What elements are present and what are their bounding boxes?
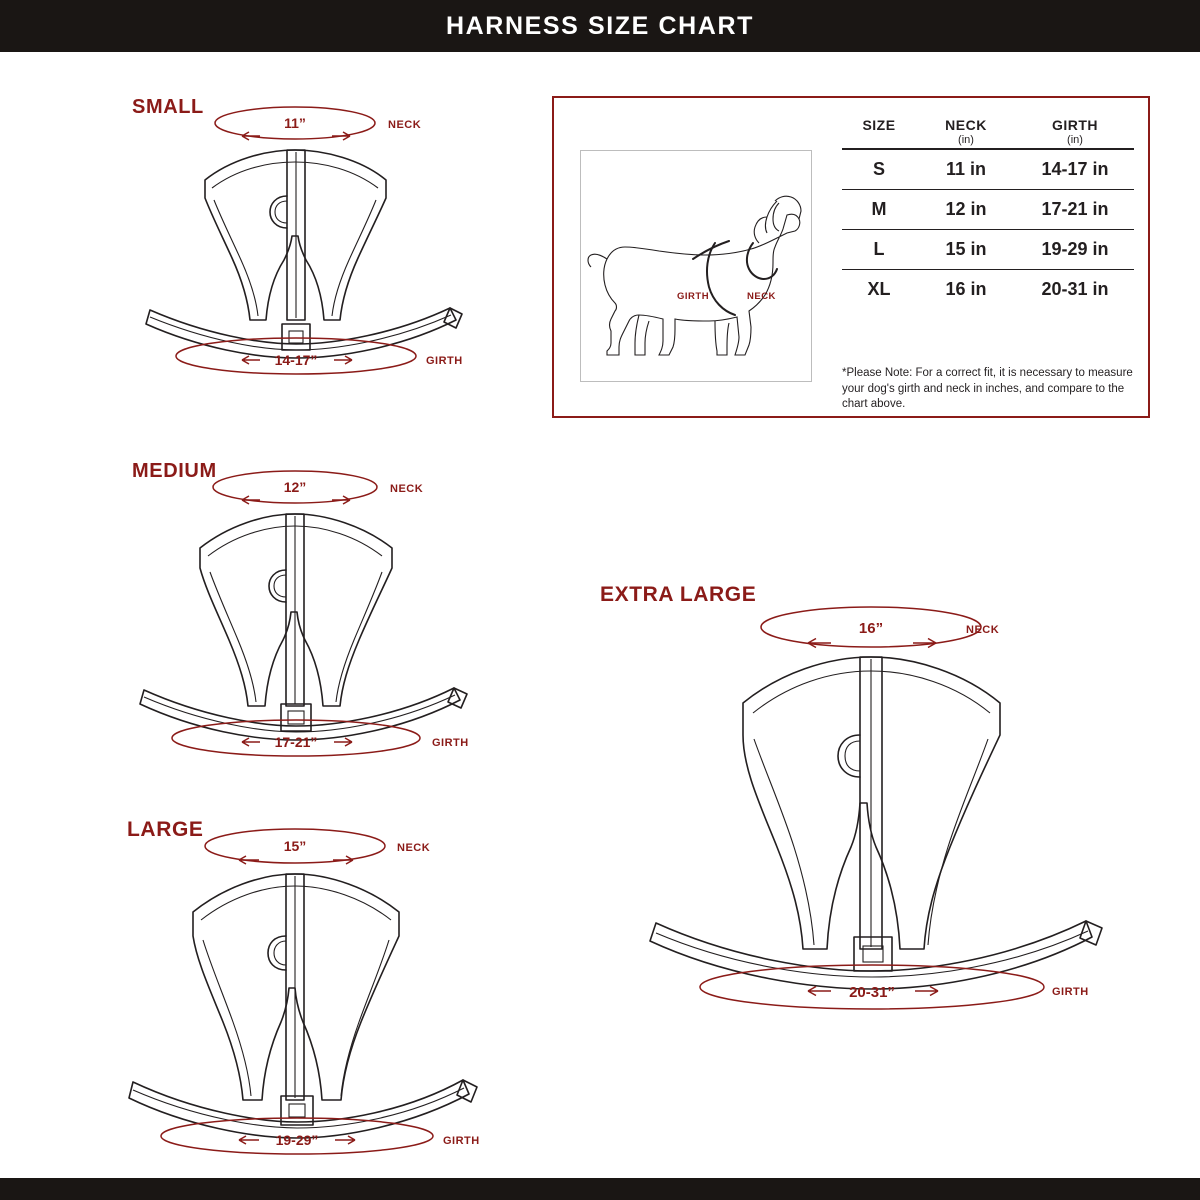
- size-label-xlarge: EXTRA LARGE: [600, 583, 757, 606]
- girth-label-medium: GIRTH: [432, 737, 469, 749]
- column-header-size-text: SIZE: [862, 117, 896, 133]
- page-title: HARNESS SIZE CHART: [446, 11, 754, 40]
- harness-diagram-large: [105, 810, 525, 1160]
- neck-measure-large: 15”: [283, 838, 307, 854]
- neck-measure-small: 11”: [284, 115, 306, 131]
- cell-girth: 20-31 in: [1016, 270, 1134, 310]
- harness-illustration-medium: [110, 452, 530, 762]
- column-header-neck-text: NECK: [945, 117, 987, 133]
- size-info-box: [552, 96, 1150, 418]
- cell-neck: 12 in: [916, 190, 1016, 230]
- size-label-large: LARGE: [127, 818, 204, 841]
- girth-label-large: GIRTH: [443, 1135, 480, 1147]
- dog-girth-label: GIRTH: [677, 291, 710, 302]
- harness-diagram-xlarge: [588, 575, 1098, 1001]
- footer-bar: [0, 1178, 1200, 1200]
- dog-illustration-frame: [580, 150, 812, 382]
- column-header-girth-text: GIRTH: [1051, 117, 1099, 133]
- neck-label-medium: NECK: [390, 483, 424, 495]
- harness-illustration-small: [110, 88, 530, 388]
- column-header-neck: [916, 116, 1016, 149]
- size-label-small: SMALL: [132, 96, 204, 118]
- size-label-medium: MEDIUM: [132, 460, 217, 482]
- cell-neck: 16 in: [916, 270, 1016, 310]
- dog-neck-label: NECK: [747, 291, 776, 302]
- neck-label-large: NECK: [397, 842, 431, 854]
- cell-size: L: [842, 230, 916, 270]
- neck-measure-medium: 12”: [283, 479, 307, 495]
- column-header-neck-unit: (in): [958, 134, 974, 146]
- fit-note: *Please Note: For a correct fit, it is necessary to measure your dog's girth and neck in inches, and compare to the chart above.: [842, 367, 1133, 411]
- size-table: [842, 116, 1134, 309]
- neck-label-xlarge: NECK: [966, 624, 1000, 636]
- cell-girth: 19-29 in: [1016, 230, 1134, 270]
- girth-label-small: GIRTH: [426, 355, 463, 367]
- column-header-size: [842, 116, 916, 149]
- header-bar: [0, 0, 1200, 52]
- cell-size: XL: [842, 270, 916, 310]
- harness-diagram-small: [110, 88, 530, 388]
- cell-girth: 17-21 in: [1016, 190, 1134, 230]
- size-table-wrap: [842, 116, 1134, 309]
- cell-size: S: [842, 149, 916, 190]
- table-row: [842, 230, 1134, 270]
- neck-label-small: NECK: [388, 119, 422, 131]
- column-header-girth: [1016, 116, 1134, 149]
- harness-diagram-medium: [110, 452, 530, 762]
- girth-measure-small: 14-17”: [274, 352, 318, 368]
- girth-measure-xlarge: 20-31”: [849, 984, 895, 1001]
- girth-label-xlarge: GIRTH: [1052, 986, 1089, 998]
- cell-size: M: [842, 190, 916, 230]
- girth-measure-large: 19-29”: [275, 1132, 319, 1148]
- cell-neck: 15 in: [916, 230, 1016, 270]
- cell-neck: 11 in: [916, 149, 1016, 190]
- table-row: [842, 149, 1134, 190]
- dog-illustration: [581, 151, 811, 381]
- girth-measure-medium: 17-21”: [274, 734, 318, 750]
- cell-girth: 14-17 in: [1016, 149, 1134, 190]
- table-row: [842, 190, 1134, 230]
- harness-illustration-xlarge: [588, 575, 1098, 1001]
- table-header-row: [842, 116, 1134, 149]
- column-header-girth-unit: (in): [1067, 134, 1083, 146]
- table-row: [842, 270, 1134, 310]
- harness-illustration-large: [105, 810, 525, 1160]
- neck-measure-xlarge: 16”: [858, 620, 884, 637]
